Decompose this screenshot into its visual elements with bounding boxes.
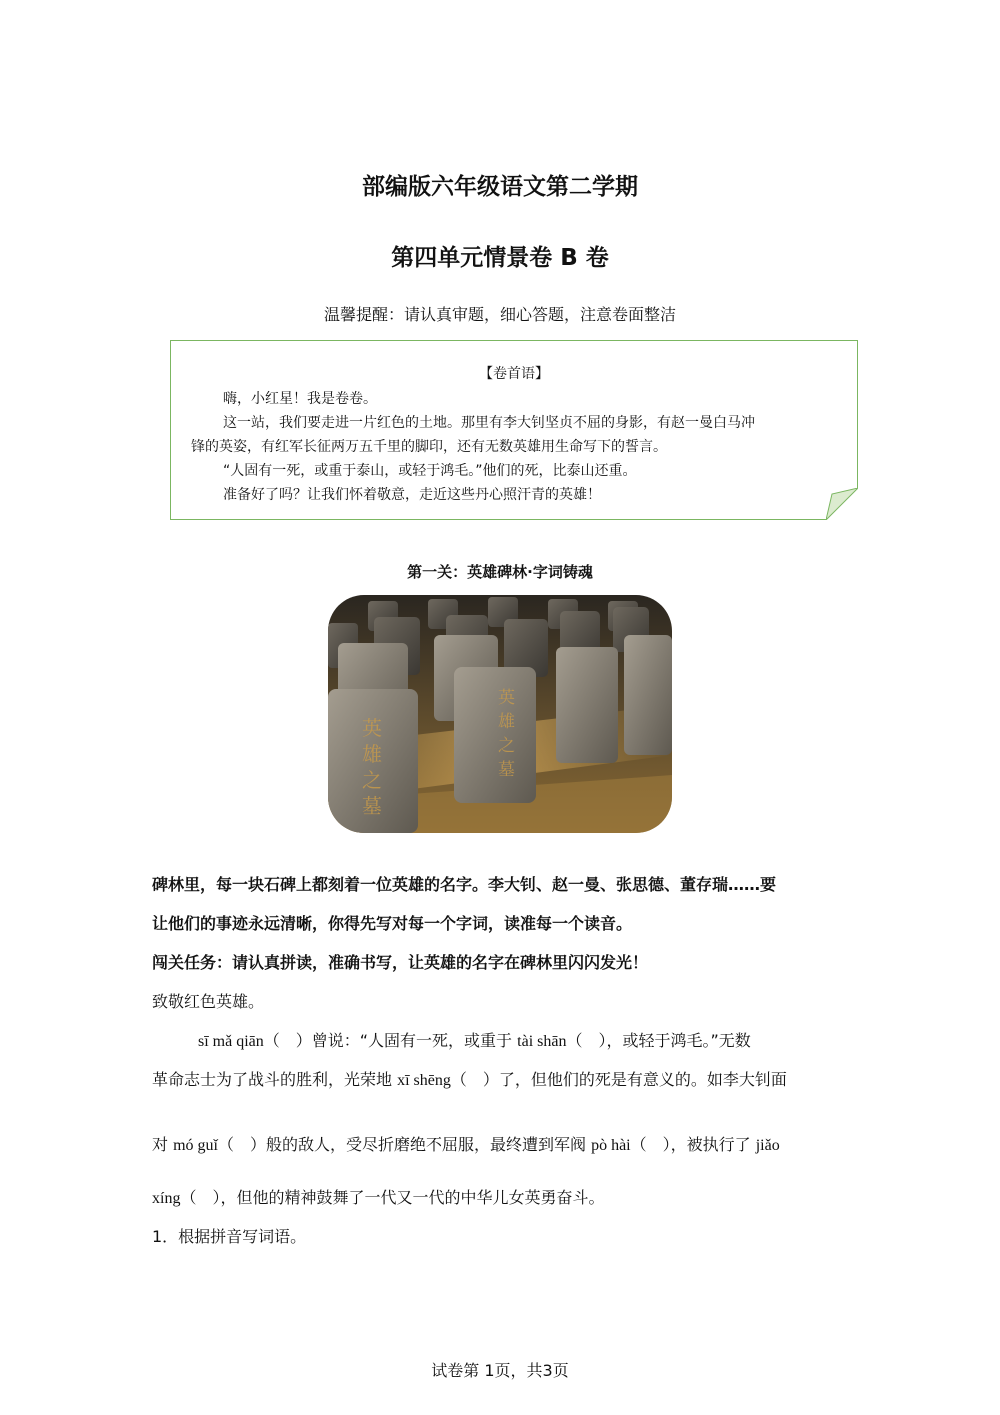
mission-text: 闯关任务：请认真拼读，准确书写，让英雄的名字在碑林里闪闪发光！ (152, 953, 649, 972)
passage-line-3: 对 mó guǐ（ ）般的敌人，受尽折磨绝不屈服，最终遭到军阀 pò hài（ ），被执行了 jiǎo (152, 1135, 780, 1154)
question-1: 1．根据拼音写词语。 (152, 1227, 307, 1246)
intro-box (170, 340, 858, 520)
intro-paragraph-3: “人固有一死，或重于泰山，或轻于鸿毛。”他们的死，比泰山还重。 (223, 463, 637, 479)
svg-text:英: 英 (362, 716, 382, 740)
svg-text:墓: 墓 (498, 760, 515, 780)
intro-heading: 【卷首语】 (479, 366, 549, 382)
pinyin-prompt: xíng (152, 1190, 181, 1207)
exam-subtitle: 第四单元情景卷 B 卷 (391, 245, 609, 271)
reminder-text: 温馨提醒：请认真审题，细心答题，注意卷面整洁 (323, 305, 676, 324)
task-intro-line-1: 碑林里，每一块石碑上都刻着一位英雄的名字。李大钊、赵一曼、张思德、董存瑞……要 (152, 875, 777, 894)
svg-text:英: 英 (498, 688, 515, 708)
heroes-cemetery-photo (328, 595, 672, 833)
passage-line-2: 革命志士为了战斗的胜利，光荣地 xī shēng（ ）了，但他们的死是有意义的。如李大钊面 (152, 1070, 787, 1089)
svg-text:墓: 墓 (362, 794, 382, 818)
svg-text:雄: 雄 (498, 712, 515, 732)
task-intro-line-2: 让他们的事迹永远清晰，你得先写对每一个字词，读准每一个读音。 (152, 914, 633, 933)
page-curl-icon (826, 488, 858, 520)
passage-line-4: xíng（ ），但他的精神鼓舞了一代又一代的中华儿女英勇奋斗。 (152, 1188, 605, 1207)
svg-text:之: 之 (498, 736, 515, 756)
pinyin-prompt: xī shēng (397, 1072, 451, 1089)
intro-paragraph-2b: 锋的英姿，有红军长征两万五千里的脚印，还有无数英雄用生命写下的誓言。 (191, 439, 667, 455)
passage-line-1: sī mǎ qiān（ ）曾说：“人固有一死，或重于 tài shān（ ），或轻于鸿毛。”无数 (198, 1031, 751, 1050)
page-footer: 试卷第 1页，共3页 (431, 1361, 569, 1380)
svg-text:雄: 雄 (362, 742, 382, 766)
passage-title: 致敬红色英雄。 (152, 992, 265, 1011)
svg-text:之: 之 (362, 768, 382, 792)
pinyin-prompt: sī mǎ qiān (198, 1033, 264, 1050)
intro-paragraph-4: 准备好了吗？让我们怀着敬意，走近这些丹心照汗青的英雄！ (223, 487, 601, 503)
pinyin-prompt: mó guǐ (173, 1137, 218, 1154)
pinyin-prompt: jiǎo (755, 1137, 780, 1154)
intro-paragraph-2a: 这一站，我们要走进一片红色的土地。那里有李大钊坚贞不屈的身影，有赵一曼白马冲 (223, 415, 755, 431)
exam-title: 部编版六年级语文第二学期 (362, 174, 638, 200)
pinyin-prompt: tài shān (517, 1033, 567, 1050)
pinyin-prompt: pò hài (591, 1137, 631, 1154)
level-title: 第一关：英雄碑林·字词铸魂 (407, 563, 593, 581)
intro-paragraph-1: 嗨，小红星！我是卷卷。 (223, 391, 377, 407)
